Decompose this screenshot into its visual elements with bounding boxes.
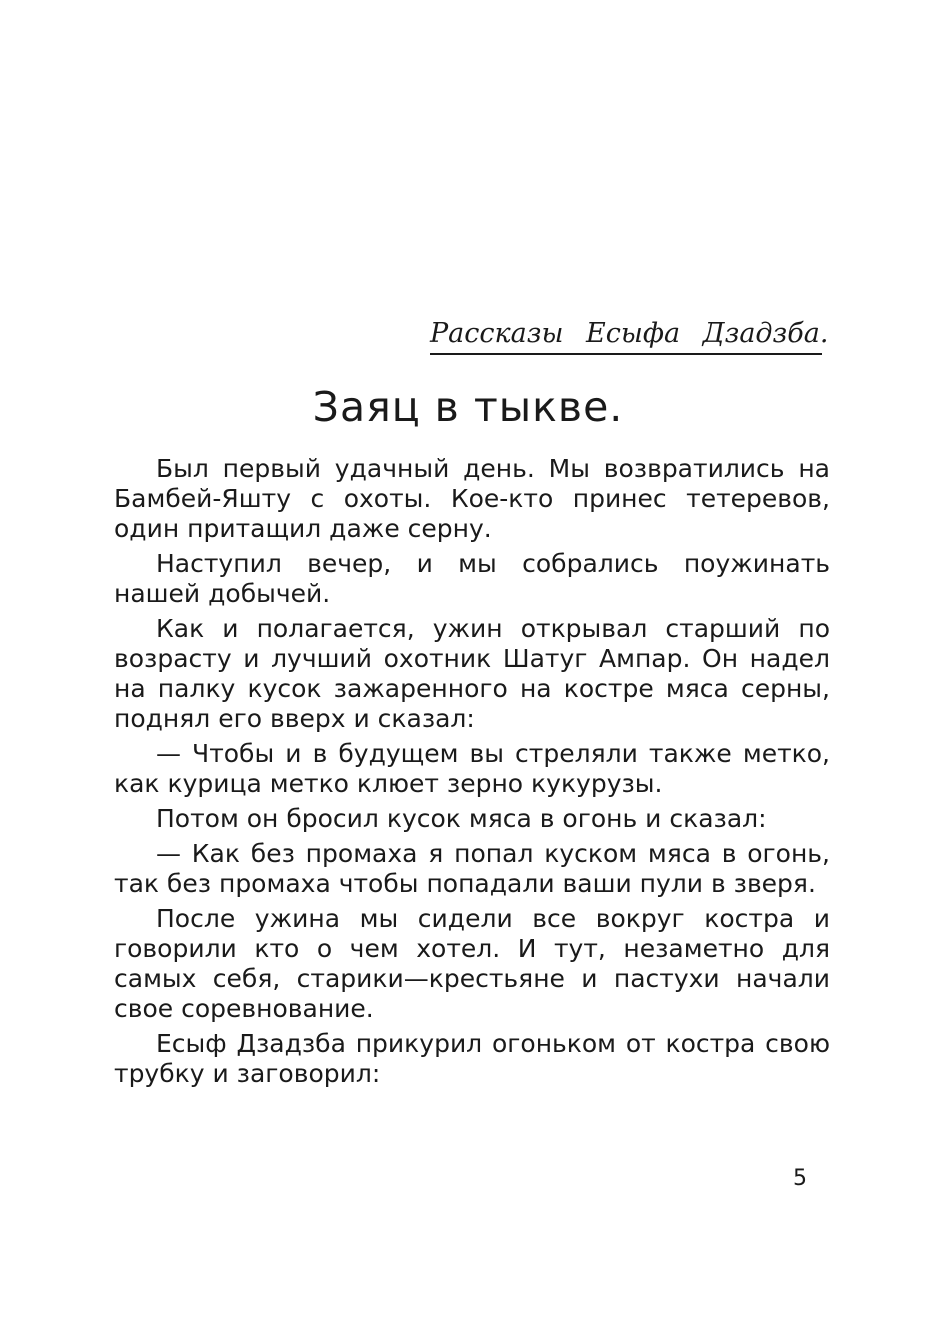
- paragraph: Потом он бросил кусок мяса в огонь и сказал:: [156, 804, 767, 833]
- page-number: 5: [793, 1166, 807, 1191]
- paragraph: — Чтобы и в будущем вы стреляли также метко, как курица метко клюет зерно кукурузы.: [114, 739, 830, 798]
- paragraph: Как и полагается, ужин открывал старший по возрасту и лучший охотник Шатуг Ампар. Он надел на палку кусок зажаренного на костре мяса серны, поднял его вверх и сказал:: [114, 614, 830, 733]
- paragraph: — Как без промаха я попал куском мяса в огонь, так без промаха чтобы попадали ваши пули в зверя.: [114, 839, 830, 898]
- paragraph: Был первый удачный день. Мы возвратились на Бамбей-Яшту с охоты. Кое-кто принес тетеревов, один притащил даже серну.: [114, 454, 830, 543]
- story-text: [114, 454, 830, 1089]
- series-title: Рассказы Есыфа Дзадзба.: [430, 318, 822, 355]
- story-title: Заяц в тыкве.: [312, 383, 624, 431]
- paragraph: Наступил вечер, и мы собрались поужинать нашей добычей.: [114, 549, 830, 608]
- paragraph: После ужина мы сидели все вокруг костра и говорили кто о чем хотел. И тут, незаметно для самых себя, старики—крестьяне и пастухи начали свое соревнование.: [114, 904, 830, 1023]
- paragraph: Есыф Дзадзба прикурил огоньком от костра свою трубку и заговорил:: [114, 1029, 830, 1088]
